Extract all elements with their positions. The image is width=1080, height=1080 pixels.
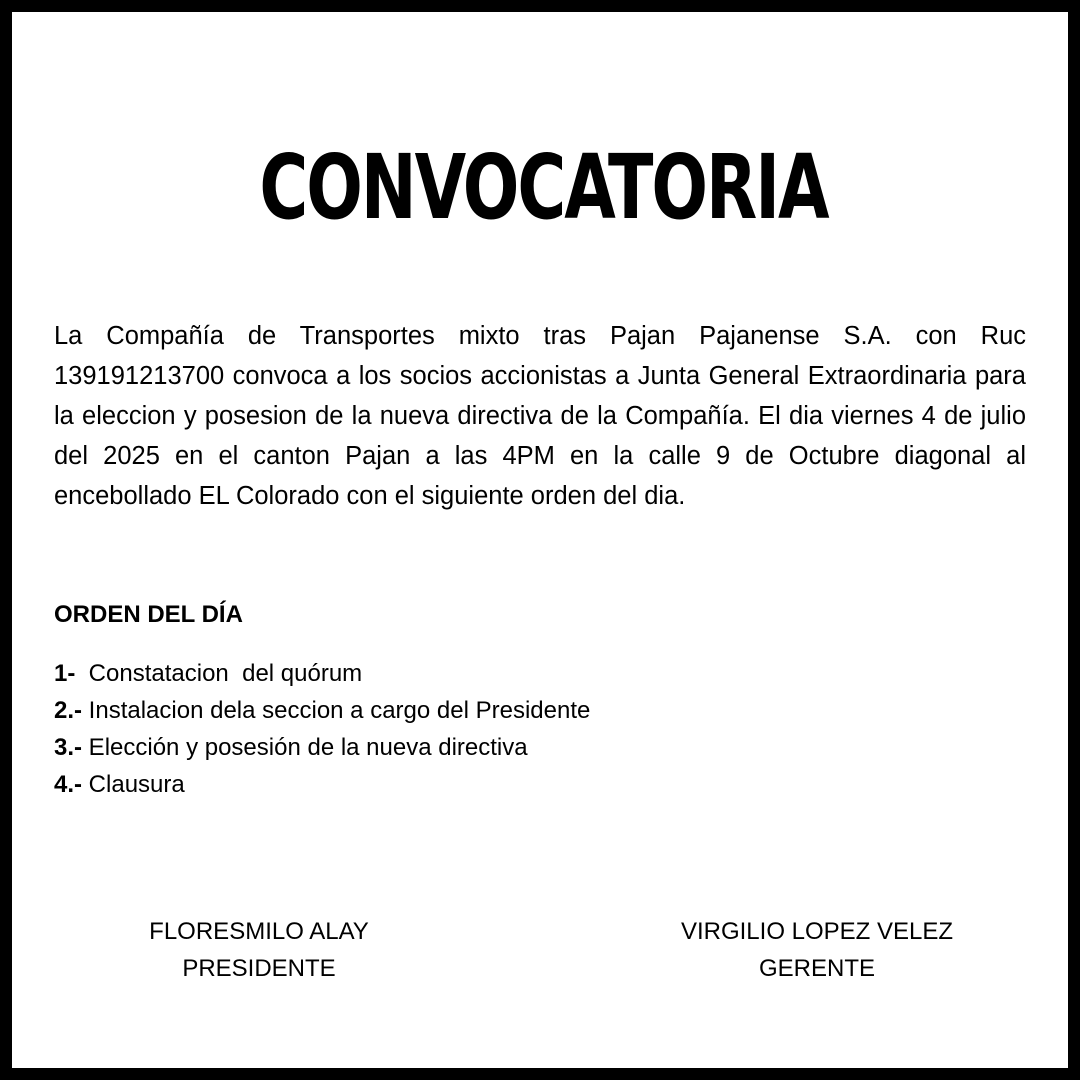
- signature-manager: [662, 913, 972, 987]
- signatory-name: FLORESMILO ALAY: [149, 918, 369, 945]
- document-page: [12, 12, 1068, 1068]
- agenda-item-text: Instalacion dela seccion a cargo del Presidente: [82, 697, 591, 724]
- agenda-item: [54, 766, 590, 803]
- agenda-item: [54, 655, 590, 692]
- signature-president: [134, 913, 384, 987]
- agenda-list: [54, 655, 590, 803]
- signatory-role: PRESIDENTE: [182, 955, 336, 982]
- agenda-item-number: 3.-: [54, 734, 83, 761]
- agenda-item: [54, 729, 590, 766]
- convocation-body: La Compañía de Transportes mixto tras Pajan Pajanense S.A. con Ruc 139191213700 convoca a los socios accionistas a Junta General Extraordinaria para la eleccion y posesion de la nueva directiva de la Compañía. El dia viernes 4 de julio del 2025 en el canton Pajan a las 4PM en la calle 9 de Octubre diagonal al encebollado EL Colorado con el siguiente orden del dia.: [54, 322, 1026, 510]
- signatory-role: GERENTE: [758, 955, 875, 982]
- agenda-heading: ORDEN DEL DÍA: [54, 601, 243, 628]
- agenda-item-number: 2.-: [54, 697, 83, 724]
- agenda-item-number: 1-: [54, 660, 76, 687]
- agenda-item: [54, 692, 590, 729]
- agenda-item-text: Constatacion del quórum: [75, 660, 363, 687]
- document-title: CONVOCATORIA: [259, 136, 828, 240]
- agenda-item-text: Clausura: [82, 771, 185, 798]
- signatory-name: VIRGILIO LOPEZ VELEZ: [680, 918, 954, 945]
- agenda-item-text: Elección y posesión de la nueva directiva: [82, 734, 528, 761]
- agenda-item-number: 4.-: [54, 771, 83, 798]
